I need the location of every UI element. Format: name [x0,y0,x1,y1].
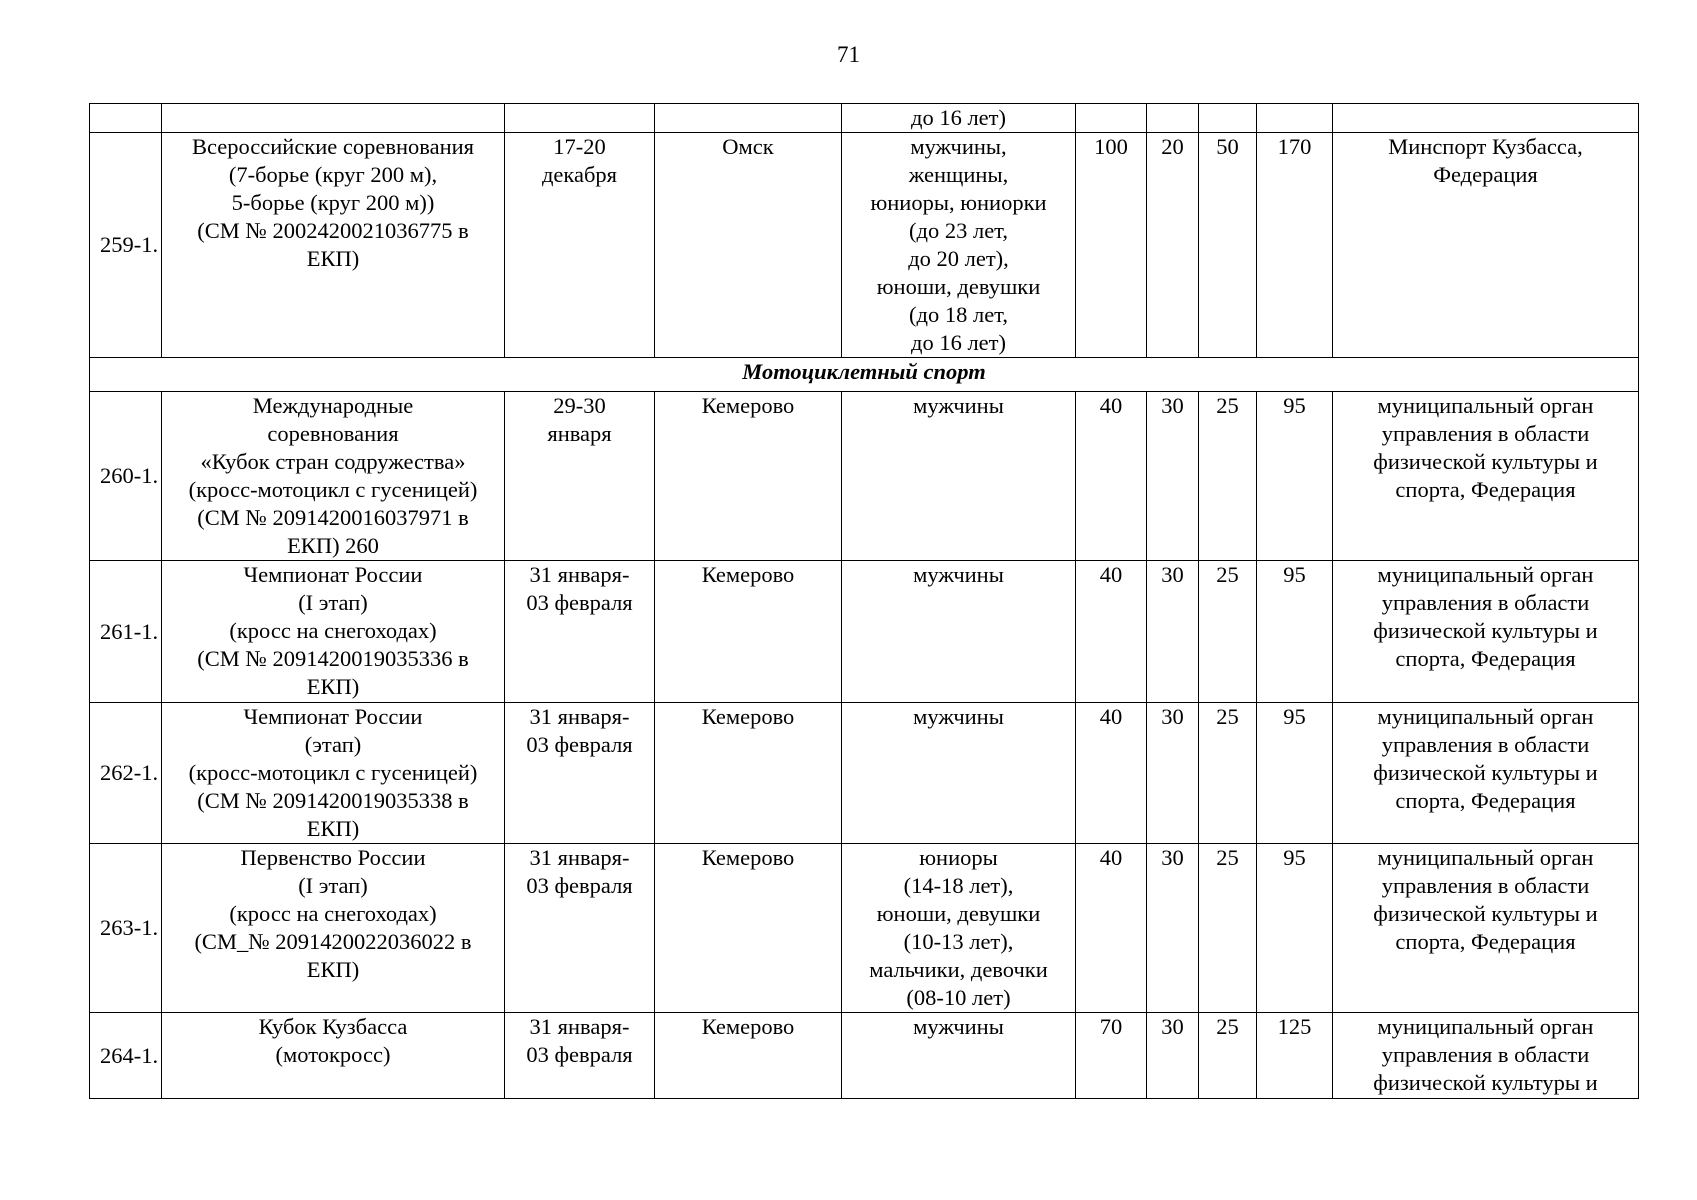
organizer-cell: муниципальный орган управления в области физической культуры и спорта, Федерация [1333,844,1639,1013]
count-cell: 25 [1199,1013,1257,1099]
count-cell: 30 [1147,392,1199,561]
count-cell: 25 [1199,392,1257,561]
count-cell: 30 [1147,1013,1199,1099]
organizer-cell: муниципальный орган управления в области физической культуры и спорта, Федерация [1333,703,1639,844]
count-cell: 40 [1076,703,1147,844]
count-cell: 50 [1199,133,1257,358]
participants-cell: юниоры (14-18 лет), юноши, девушки (10-13 лет), мальчики, девочки (08-10 лет) [842,844,1076,1013]
event-name-cell: Первенство России (I этап) (кросс на снегоходах) (СМ_№ 2091420022036022 в ЕКП) [162,844,505,1013]
table-row [90,1013,1639,1099]
row-number: 264-1. [90,1013,162,1099]
organizer-cell: Минспорт Кузбасса, Федерация [1333,133,1639,358]
participants-cell: мужчины [842,392,1076,561]
total-cell: 170 [1257,133,1333,358]
participants-cell: мужчины [842,1013,1076,1099]
dates-cell: 31 января- 03 февраля [505,703,655,844]
total-cell: 95 [1257,703,1333,844]
count-cell: 70 [1076,1013,1147,1099]
table-row [90,561,1639,703]
count-cell: 25 [1199,844,1257,1013]
count-cell: 40 [1076,392,1147,561]
participants-cell: мужчины [842,561,1076,703]
total-cell: 95 [1257,561,1333,703]
organizer-cell: муниципальный орган управления в области физической культуры и спорта, Федерация [1333,561,1639,703]
continuation-row [90,104,1639,133]
section-row [90,358,1639,392]
table-row [90,703,1639,844]
section-title: Мотоциклетный спорт [90,358,1639,392]
count-cell: 30 [1147,844,1199,1013]
dates-cell: 31 января- 03 февраля [505,1013,655,1099]
total-cell: 125 [1257,1013,1333,1099]
total-cell: 95 [1257,844,1333,1013]
dates-cell: 31 января- 03 февраля [505,561,655,703]
count-cell: 100 [1076,133,1147,358]
row-number: 261-1. [90,561,162,703]
count-cell: 40 [1076,844,1147,1013]
dates-cell: 29-30 января [505,392,655,561]
organizer-cell: муниципальный орган управления в области физической культуры и спорта, Федерация [1333,392,1639,561]
count-cell: 40 [1076,561,1147,703]
organizer-cell: муниципальный орган управления в области физической культуры и [1333,1013,1639,1099]
dates-cell: 17-20 декабря [505,133,655,358]
place-cell: Кемерово [655,703,842,844]
page-number: 71 [837,42,860,67]
count-cell: 30 [1147,561,1199,703]
place-cell: Кемерово [655,844,842,1013]
dates-cell: 31 января- 03 февраля [505,844,655,1013]
place-cell: Кемерово [655,1013,842,1099]
place-cell: Омск [655,133,842,358]
row-number: 259-1. [90,133,162,358]
total-cell: 95 [1257,392,1333,561]
participants-cell: мужчины, женщины, юниоры, юниорки (до 23 лет, до 20 лет), юноши, девушки (до 18 лет, до 16 лет) [842,133,1076,358]
table-row [90,392,1639,561]
count-cell: 20 [1147,133,1199,358]
table-row [90,133,1639,358]
participants-cell: мужчины [842,703,1076,844]
count-cell: 30 [1147,703,1199,844]
row-number: 260-1. [90,392,162,561]
count-cell: 25 [1199,561,1257,703]
count-cell: 25 [1199,703,1257,844]
row-number: 262-1. [90,703,162,844]
events-table [89,103,1639,1099]
event-name-cell: Всероссийские соревнования (7-борье (круг 200 м), 5-борье (круг 200 м)) (СМ № 2002420021036775 в ЕКП) [162,133,505,358]
participants-cell: до 16 лет) [842,104,1076,133]
event-name-cell: Чемпионат России (I этап) (кросс на снегоходах) (СМ № 2091420019035336 в ЕКП) [162,561,505,703]
event-name-cell: Международные соревнования «Кубок стран содружества» (кросс-мотоцикл с гусеницей) (СМ № 2091420016037971 в ЕКП) 260 [162,392,505,561]
place-cell: Кемерово [655,392,842,561]
row-number: 263-1. [90,844,162,1013]
table-row [90,844,1639,1013]
event-name-cell: Кубок Кузбасса (мотокросс) [162,1013,505,1099]
place-cell: Кемерово [655,561,842,703]
event-name-cell: Чемпионат России (этап) (кросс-мотоцикл с гусеницей) (СМ № 2091420019035338 в ЕКП) [162,703,505,844]
